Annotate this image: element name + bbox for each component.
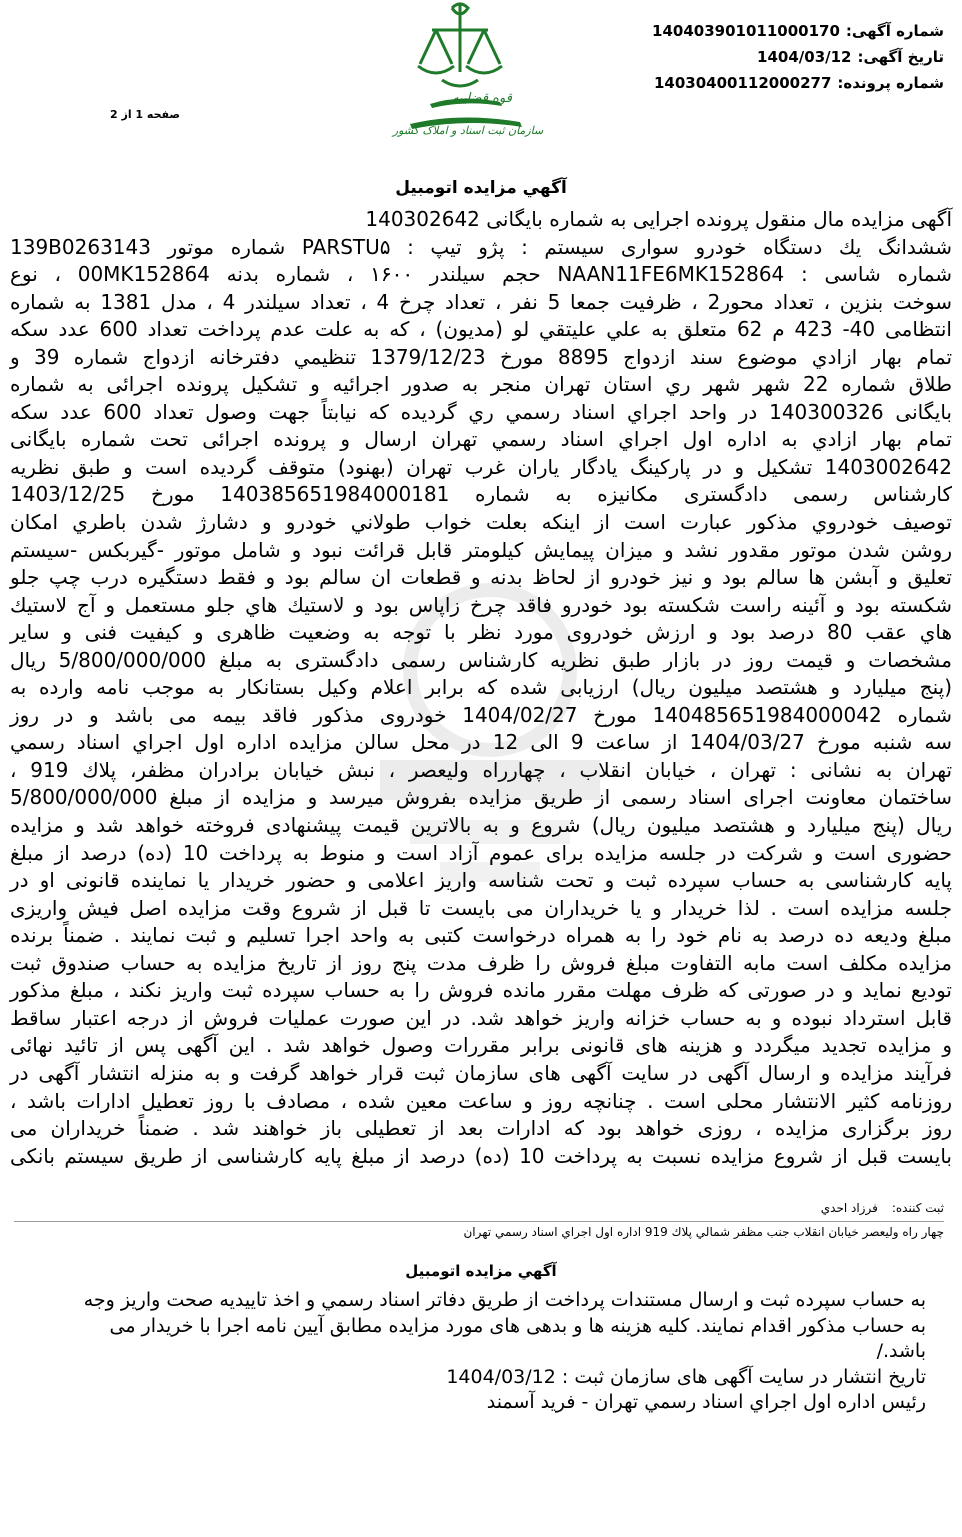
body-line: شماره 14048565198400004​2 مورخ 1404/02/27 خودروی مذكور فاقد بيمه می باشد و در روز bbox=[10, 702, 952, 727]
recorder-name: فرزاد احدي bbox=[820, 1201, 878, 1215]
body-line: شماره شاسی : NAAN11FE6MK152864 حجم سیلندر ۱۶۰۰ ، شماره بدنه 00MK152864 ، نوع bbox=[10, 262, 952, 287]
recorder bbox=[821, 1201, 944, 1215]
body-line: (پنج ميليارد و هشتصد ميليون ريال) ارزيابی شده كه برابر اعلام وكيل بستانكار به موجب نامه وارده به bbox=[10, 675, 952, 700]
continuation-line: به حساب سپرده ثبت و ارسال مستندات پرداخت از طريق دفاتر اسناد رسمي و اخذ تاييديه صحت واريز وجه bbox=[83, 1289, 926, 1311]
signature: رئيس اداره اول اجراي اسناد رسمي تهران - فريد آسمند bbox=[486, 1391, 926, 1413]
body-line: فرآيند مزايده و ارسال آگهی در سايت آگهی های سازمان ثبت قرار خواهد گرفت و به منزله انتشار آگهی در bbox=[10, 1060, 952, 1085]
body-line: ساختمان معاونت اجرای اسناد رسمی از طريق مزايده بفروش ميرسد و مزايده از مبلغ 5/800/000/000 bbox=[10, 785, 952, 810]
body-line: تعليق و آبشن ها سالم بود و نيز خودرو از لحاظ بدنه و قطعات ان سالم بود و فقط دستگيره درب چپ جلو bbox=[10, 565, 952, 590]
body-line: كارشناس رسمی دادگستری مكانيزه به شماره 14038565198400018​1 مورخ 1403/12/25 bbox=[10, 482, 953, 507]
body-line: هاي عقب 80 درصد بود و ارزش خودروی مورد نظر با توجه به وضعيت ظاهری و كيفيت فنی و ساير bbox=[10, 620, 953, 645]
publish-date: 1404/03/12 bbox=[446, 1365, 556, 1388]
ad-number-label: شماره آگهی: bbox=[845, 22, 944, 40]
body-line: و مزايده تجديد ميگردد و هزينه های قانونی برابر مقررات وصول خواهد شد . اين آگهی پس از تائيد نهائی bbox=[10, 1033, 952, 1058]
continuation-line: باشد./ bbox=[876, 1340, 926, 1362]
ad-date-row bbox=[604, 44, 944, 70]
body-line: بایگانی 140300326 در واحد اجراي اسناد رسمي ري گرديده كه نيابتاً جهت وصول تعداد 600 عدد سكه bbox=[10, 399, 953, 424]
ad-header bbox=[604, 18, 944, 96]
body-line: مزايده مكلف است مابه التفاوت مبلغ فروش را ظرف مدت پنج روز از تاريخ مزايده به حساب صندوق ثبت bbox=[10, 950, 952, 975]
page-title: آگهي مزايده اتومبيل bbox=[395, 178, 567, 198]
body-line: انتظامی 40- 423 م 62 متعلق به علي عليتقي لو (مديون) ، كه به علت عدم پرداخت تعداد 600 عدد سكه bbox=[10, 317, 952, 342]
ad-date-label: تاریخ آگهی: bbox=[857, 48, 944, 66]
body-line: سوخت بنزین ، تعداد محور2 ، ظرفیت جمعا 5 نفر ، تعداد چرخ 4 ، تعداد سیلندر 4 ، مدل 1381 به شماره bbox=[10, 289, 953, 314]
body-line: روشن شدن موتور مقدور نشد و ميزان پيمايش كيلومتر قابل قرائت نبود و شامل موتور -گيربكس -سيستم bbox=[10, 537, 952, 562]
body-line: روزنامه كثير الانتشار محلی است . چنانچه روز و ساعت معين شده ، مصادف با روز تعطيل ادارات باشد ، bbox=[10, 1088, 952, 1113]
judiciary-emblem-icon bbox=[370, 0, 550, 145]
body-line: تهران به نشانی : تهران ، خيابان انقلاب ، چهارراه وليعصر ، نبش خيابان برادران مظفر، پلاك 919 ، bbox=[10, 757, 953, 782]
body-intro-line: آگهی مزایده مال منقول پرونده اجرایی به شماره بایگانی 140302642 bbox=[365, 207, 952, 231]
body-line: توصيف خودروي مذكور عبارت است از اينكه بعلت خواب طولاني خودرو و دشارژ شدن باطري امكان bbox=[10, 510, 952, 535]
body-line: سه شنبه مورخ 1404/03/27 از ساعت 9 الی 12 در محل سالن مزايده اداره اول اجراي اسناد رسمي bbox=[10, 730, 952, 755]
body-line: ششدانگ يك دستگاه خودرو سواری سیستم : پژو تیپ : PARSTU۵ شماره موتور 139B0263143 bbox=[10, 234, 952, 259]
body-line: مشخصات و قيمت روز در بازار طبق نظريه كارشناس رسمی دادگستری به مبلغ 5/800/000/000 ريال bbox=[10, 647, 952, 672]
body-line: توديع نمايد و در صورتی كه ظرف مهلت مقرر مانده فروش را به حساب سپرده ثبت واريز نكند ، مبلغ مذكور bbox=[10, 978, 952, 1003]
body-line: جلسه مزايده است . لذا خريدار و يا خريداران می بايست تا قبل از شروع وقت مزايده اصل فيش واريزی bbox=[10, 895, 952, 920]
announcement-body bbox=[10, 206, 952, 1170]
page-number: صفحه 1 از 2 bbox=[110, 108, 181, 121]
case-number-label: شماره پرونده: bbox=[837, 74, 944, 92]
office-address: چهار راه وليعصر خيابان انقلاب جنب مظفر شمالي پلاك 919 اداره اول اجراي اسناد رسمي تهران bbox=[14, 1221, 944, 1239]
body-line: پايه كارشناسی به حساب سپرده ثبت و تحت شناسه واريز اعلامی و حضور خريدار يا نماينده قانونی او در bbox=[10, 868, 952, 893]
ad-date: 1404/03/12 bbox=[757, 48, 852, 66]
ad-number-row bbox=[604, 18, 944, 44]
recorder-label: ثبت كننده: bbox=[891, 1201, 944, 1215]
body-line: ريال (پنج ميليارد و هشتصد ميليون ريال) شروع و به بالاترين قيمت پيشنهادی فروخته خواهد شد و مزايده bbox=[10, 813, 952, 838]
body-line: تمام بهار ازادي به اداره اول اجراي اسناد رسمي تهران ارسال و پرونده اجرائی تحت شماره بایگانی bbox=[10, 427, 952, 452]
emblem-line1: قوه قضاييه bbox=[452, 91, 512, 106]
publish-line bbox=[36, 1365, 926, 1391]
body-line: مبلغ وديعه ده درصد به نام خود را به همراه درخواست كتبی به واحد اجرا تسليم و ثبت نمايند . ضمناً برنده bbox=[10, 923, 952, 948]
ad-number: 14040390101100017​0 bbox=[652, 22, 840, 40]
case-number: 14030400112000277 bbox=[653, 74, 832, 92]
body-line: تمام بهار ازادي موضوع سند ازدواج 8895 مورخ 1379/12/23 تنظيمي دفترخانه ازدواج شماره 39 و bbox=[10, 344, 953, 369]
body-line: حضوری است و شركت در جلسه مزايده برای عموم آزاد است و منوط به پرداخت 10 (ده) درصد از مبلغ bbox=[10, 840, 952, 865]
emblem-line2: سازمان ثبت اسناد و املاک کشور bbox=[392, 124, 544, 137]
body-line: 1403002642 تشكيل و در پاركينگ يادگار ياران غرب تهران (بهنود) متوقف گرديده است و طبق نظريه bbox=[10, 454, 952, 479]
publish-label: تاريخ انتشار در سايت آگهی های سازمان ثبت : bbox=[561, 1365, 926, 1388]
body-line: طلاق شماره 22 شهر شهر ري استان تهران منجر به صدور اجرائيه و تشكيل پرونده اجرائی به شماره bbox=[10, 372, 952, 397]
body-line: بايست قبل از شروع مزايده نسبت به پرداخت 10 (ده) درصد از مبلغ پايه كارشناسی از طريق سيستم بانكی bbox=[10, 1143, 952, 1168]
case-number-row bbox=[604, 70, 944, 96]
body-line: شكسته بود و آئينه راست شكسته بود خودرو فاقد چرخ زاپاس بود و لاستيك هاي جلو مستعمل و آج لاستيك bbox=[10, 592, 952, 617]
continuation-line: به حساب مذكور اقدام نمايند. كليه هزينه ها و بدهی های مورد مزايده مطابق آيين نامه اجرا با خريدار می bbox=[109, 1314, 926, 1337]
body-line: روز برگزاری مزايده ، روزی خواهد بود كه ادارات بعد از تعطيلی باز خواهند شد . ضمناً خريداران می bbox=[10, 1116, 952, 1141]
continuation-title: آگهي مزايده اتومبيل bbox=[405, 1262, 557, 1280]
continuation-body bbox=[36, 1288, 926, 1416]
body-line: قابل استرداد نبوده و به حساب خزانه واريز خواهد شد. در اين صورت عمليات فروش از درجه اعتبار ساقط bbox=[10, 1005, 952, 1030]
